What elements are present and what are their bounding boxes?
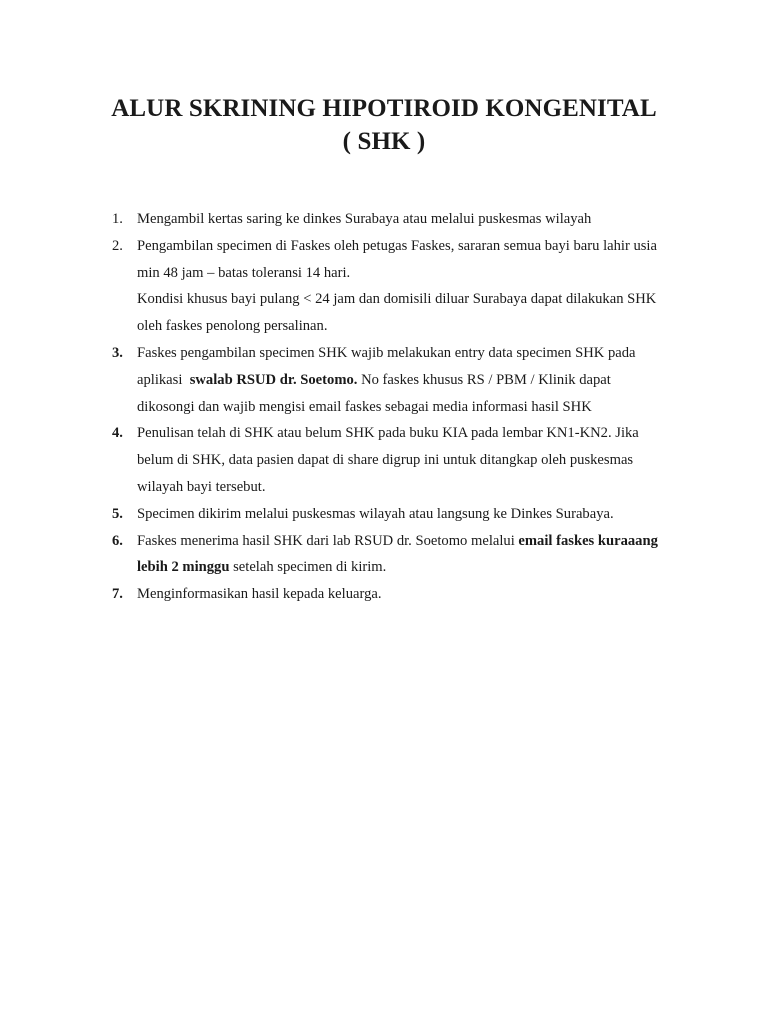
step-text-mixed	[137, 554, 688, 581]
step-text: belum di SHK, data pasien dapat di share digrup ini untuk ditangkap oleh puskesmas	[137, 452, 634, 469]
step-1	[0, 206, 768, 233]
steps-list	[0, 206, 768, 608]
step-text-plain: No faskes khusus RS / PBM / Klinik dapat	[357, 371, 611, 388]
step-number: 7.	[112, 586, 123, 603]
step-5	[0, 501, 768, 528]
step-number: 5.	[112, 505, 123, 522]
step-4	[0, 420, 768, 500]
step-number: 2.	[112, 237, 123, 254]
step-text: Kondisi khusus bayi pulang < 24 jam dan domisili diluar Surabaya dapat dilakukan SHK	[137, 291, 657, 308]
step-number: 3.	[112, 344, 123, 361]
step-text: oleh faskes penolong persalinan.	[137, 318, 328, 335]
step-2	[0, 233, 768, 340]
step-text: Pengambilan specimen di Faskes oleh petugas Faskes, sararan semua bayi baru lahir usia	[137, 237, 657, 254]
step-text-plain: setelah specimen di kirim.	[229, 559, 387, 576]
step-number: 1.	[112, 211, 123, 227]
email-emphasis: email faskes kuraaang	[518, 532, 658, 549]
step-text: wilayah bayi tersebut.	[137, 478, 266, 495]
step-text-mixed	[137, 528, 688, 555]
step-6	[0, 528, 768, 582]
app-name-emphasis: swalab RSUD dr. Soetomo.	[189, 371, 358, 388]
duration-emphasis: lebih 2 minggu	[137, 559, 230, 576]
step-number: 4.	[112, 425, 123, 442]
step-text: Faskes pengambilan specimen SHK wajib melakukan entry data specimen SHK pada	[137, 344, 636, 361]
document-title	[0, 92, 768, 158]
step-text: Specimen dikirim melalui puskesmas wilayah atau langsung ke Dinkes Surabaya.	[137, 505, 614, 522]
step-text-plain: aplikasi	[137, 371, 187, 388]
step-number: 6.	[112, 532, 123, 549]
title-line-1: ALUR SKRINING HIPOTIROID KONGENITAL	[111, 95, 657, 122]
step-text-mixed	[137, 367, 688, 394]
title-line-2: ( SHK )	[342, 128, 426, 155]
step-text-plain: Faskes menerima hasil SHK dari lab RSUD dr. Soetomo melalui	[137, 532, 519, 549]
step-3	[0, 340, 768, 420]
step-7	[0, 581, 768, 608]
step-text: Penulisan telah di SHK atau belum SHK pada buku KIA pada lembar KN1-KN2. Jika	[137, 425, 639, 442]
step-text: Menginformasikan hasil kepada keluarga.	[137, 586, 382, 603]
step-text: Mengambil kertas saring ke dinkes Surabaya atau melalui puskesmas wilayah	[137, 211, 592, 227]
step-text: min 48 jam – batas toleransi 14 hari.	[137, 264, 351, 281]
step-text: dikosongi dan wajib mengisi email faskes sebagai media informasi hasil SHK	[137, 398, 592, 415]
